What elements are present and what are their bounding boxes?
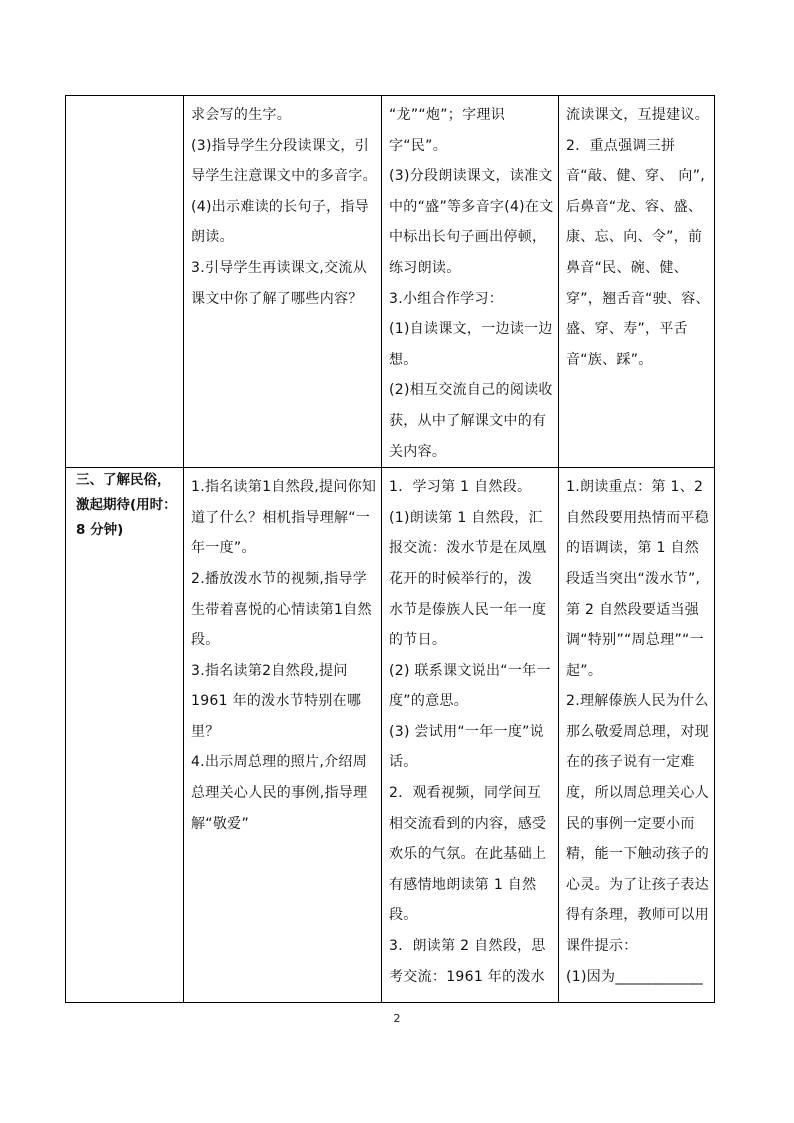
table-row	[66, 96, 715, 468]
paragraph: (1)自读课文，一边读一边想。	[389, 321, 553, 368]
paragraph: 2.理解傣族人民为什么那么敬爱周总理，对现在的孩子说有一定难度，所以周总理关心人民的事例一定要小而精，能一下触动孩子的心灵。为了让孩子表达得有条理，教师可以用课件提示：	[566, 693, 709, 955]
table-row	[66, 468, 715, 1003]
page-number: 2	[393, 1012, 401, 1025]
lesson-plan-table	[65, 95, 715, 1003]
paragraph: 2.播放泼水节的视频,指导学生带着喜悦的心情读第1自然段。	[191, 570, 372, 649]
paragraph: 4.出示周总理的照片,介绍周总理关心人民的事例,指导理解“敬爱”	[191, 754, 368, 832]
paragraph: (4)出示难读的长句子，指导朗读。	[191, 198, 370, 246]
student-activity-cell	[382, 96, 559, 468]
paragraph: (2)相互交流自己的阅读收获，从中了解课文中的有关内容。	[389, 382, 553, 460]
paragraph: (3)分段朗读课文，读准文中的“盛”等多音字(4)在文中标出长句子画出停顿， 练习朗读。	[389, 168, 554, 276]
design-notes-cell	[559, 468, 715, 1003]
paragraph: 1.朗读重点：第 1、2 自然段要用热情而平稳的语调读，第 1 自然段适当突出“泼水节”,第 2 自然段要适当强调“特别”“周总理”“一起”。	[566, 479, 709, 679]
paragraph: 3．朗读第 2 自然段，思考交流：1961 年的泼水	[389, 938, 546, 985]
paragraph: 3.指名读第2自然段,提问1961 年的泼水节特别在哪里？	[191, 662, 362, 740]
paragraph: (3) 尝试用“一年一度”说话。	[389, 723, 544, 771]
paragraph: 2．观看视频，同学间互相交流看到的内容，感受欢乐的气氛。在此基础上有感情地朗读第 1 自然段。	[389, 785, 547, 924]
paragraph: “龙”“炮”；字理识字“民”。	[389, 107, 506, 154]
student-activity-cell	[382, 468, 559, 1003]
design-notes-cell	[559, 96, 715, 468]
paragraph: 流读课文，互提建议。	[566, 107, 709, 123]
stage-title: 三、了解民俗，激起期待(用时：8 分钟)	[76, 472, 177, 539]
paragraph: 2．重点强调三拼音“敲、健、穿、 向”,后鼻音“龙、容、盛、康、忘、向、令”，前鼻音“民、碗、健、穿”，翘舌音“驶、容、盛、穿、寿”，平舌音“族、踩”。	[566, 137, 710, 368]
teacher-activity-cell	[184, 96, 382, 468]
paragraph: 3.小组合作学习：	[389, 290, 504, 307]
stage-cell	[66, 468, 184, 1003]
teacher-activity-cell	[184, 468, 382, 1003]
paragraph: 1.指名读第1自然段,提问你知道了什么？相机指导理解“一年一度”。	[191, 479, 377, 557]
paragraph: 求会写的生字。	[191, 107, 292, 123]
paragraph: (3)指导学生分段读课文，引导学生注意课文中的多音字。	[191, 137, 377, 185]
paragraph: (2) 联系课文说出“一年一度”的意思。	[389, 662, 551, 710]
stage-cell	[66, 96, 184, 468]
paragraph: 1．学习第 1 自然段。	[389, 479, 532, 496]
paragraph: 3.引导学生再读课文,交流从课文中你了解了哪些内容？	[191, 259, 368, 307]
paragraph: (1)因为____________	[566, 968, 703, 985]
paragraph: (1)朗读第 1 自然段，汇报交流：泼水节是在凤凰花开的时候举行的，泼 水节是傣族人民一年一度的节日。	[389, 509, 547, 649]
